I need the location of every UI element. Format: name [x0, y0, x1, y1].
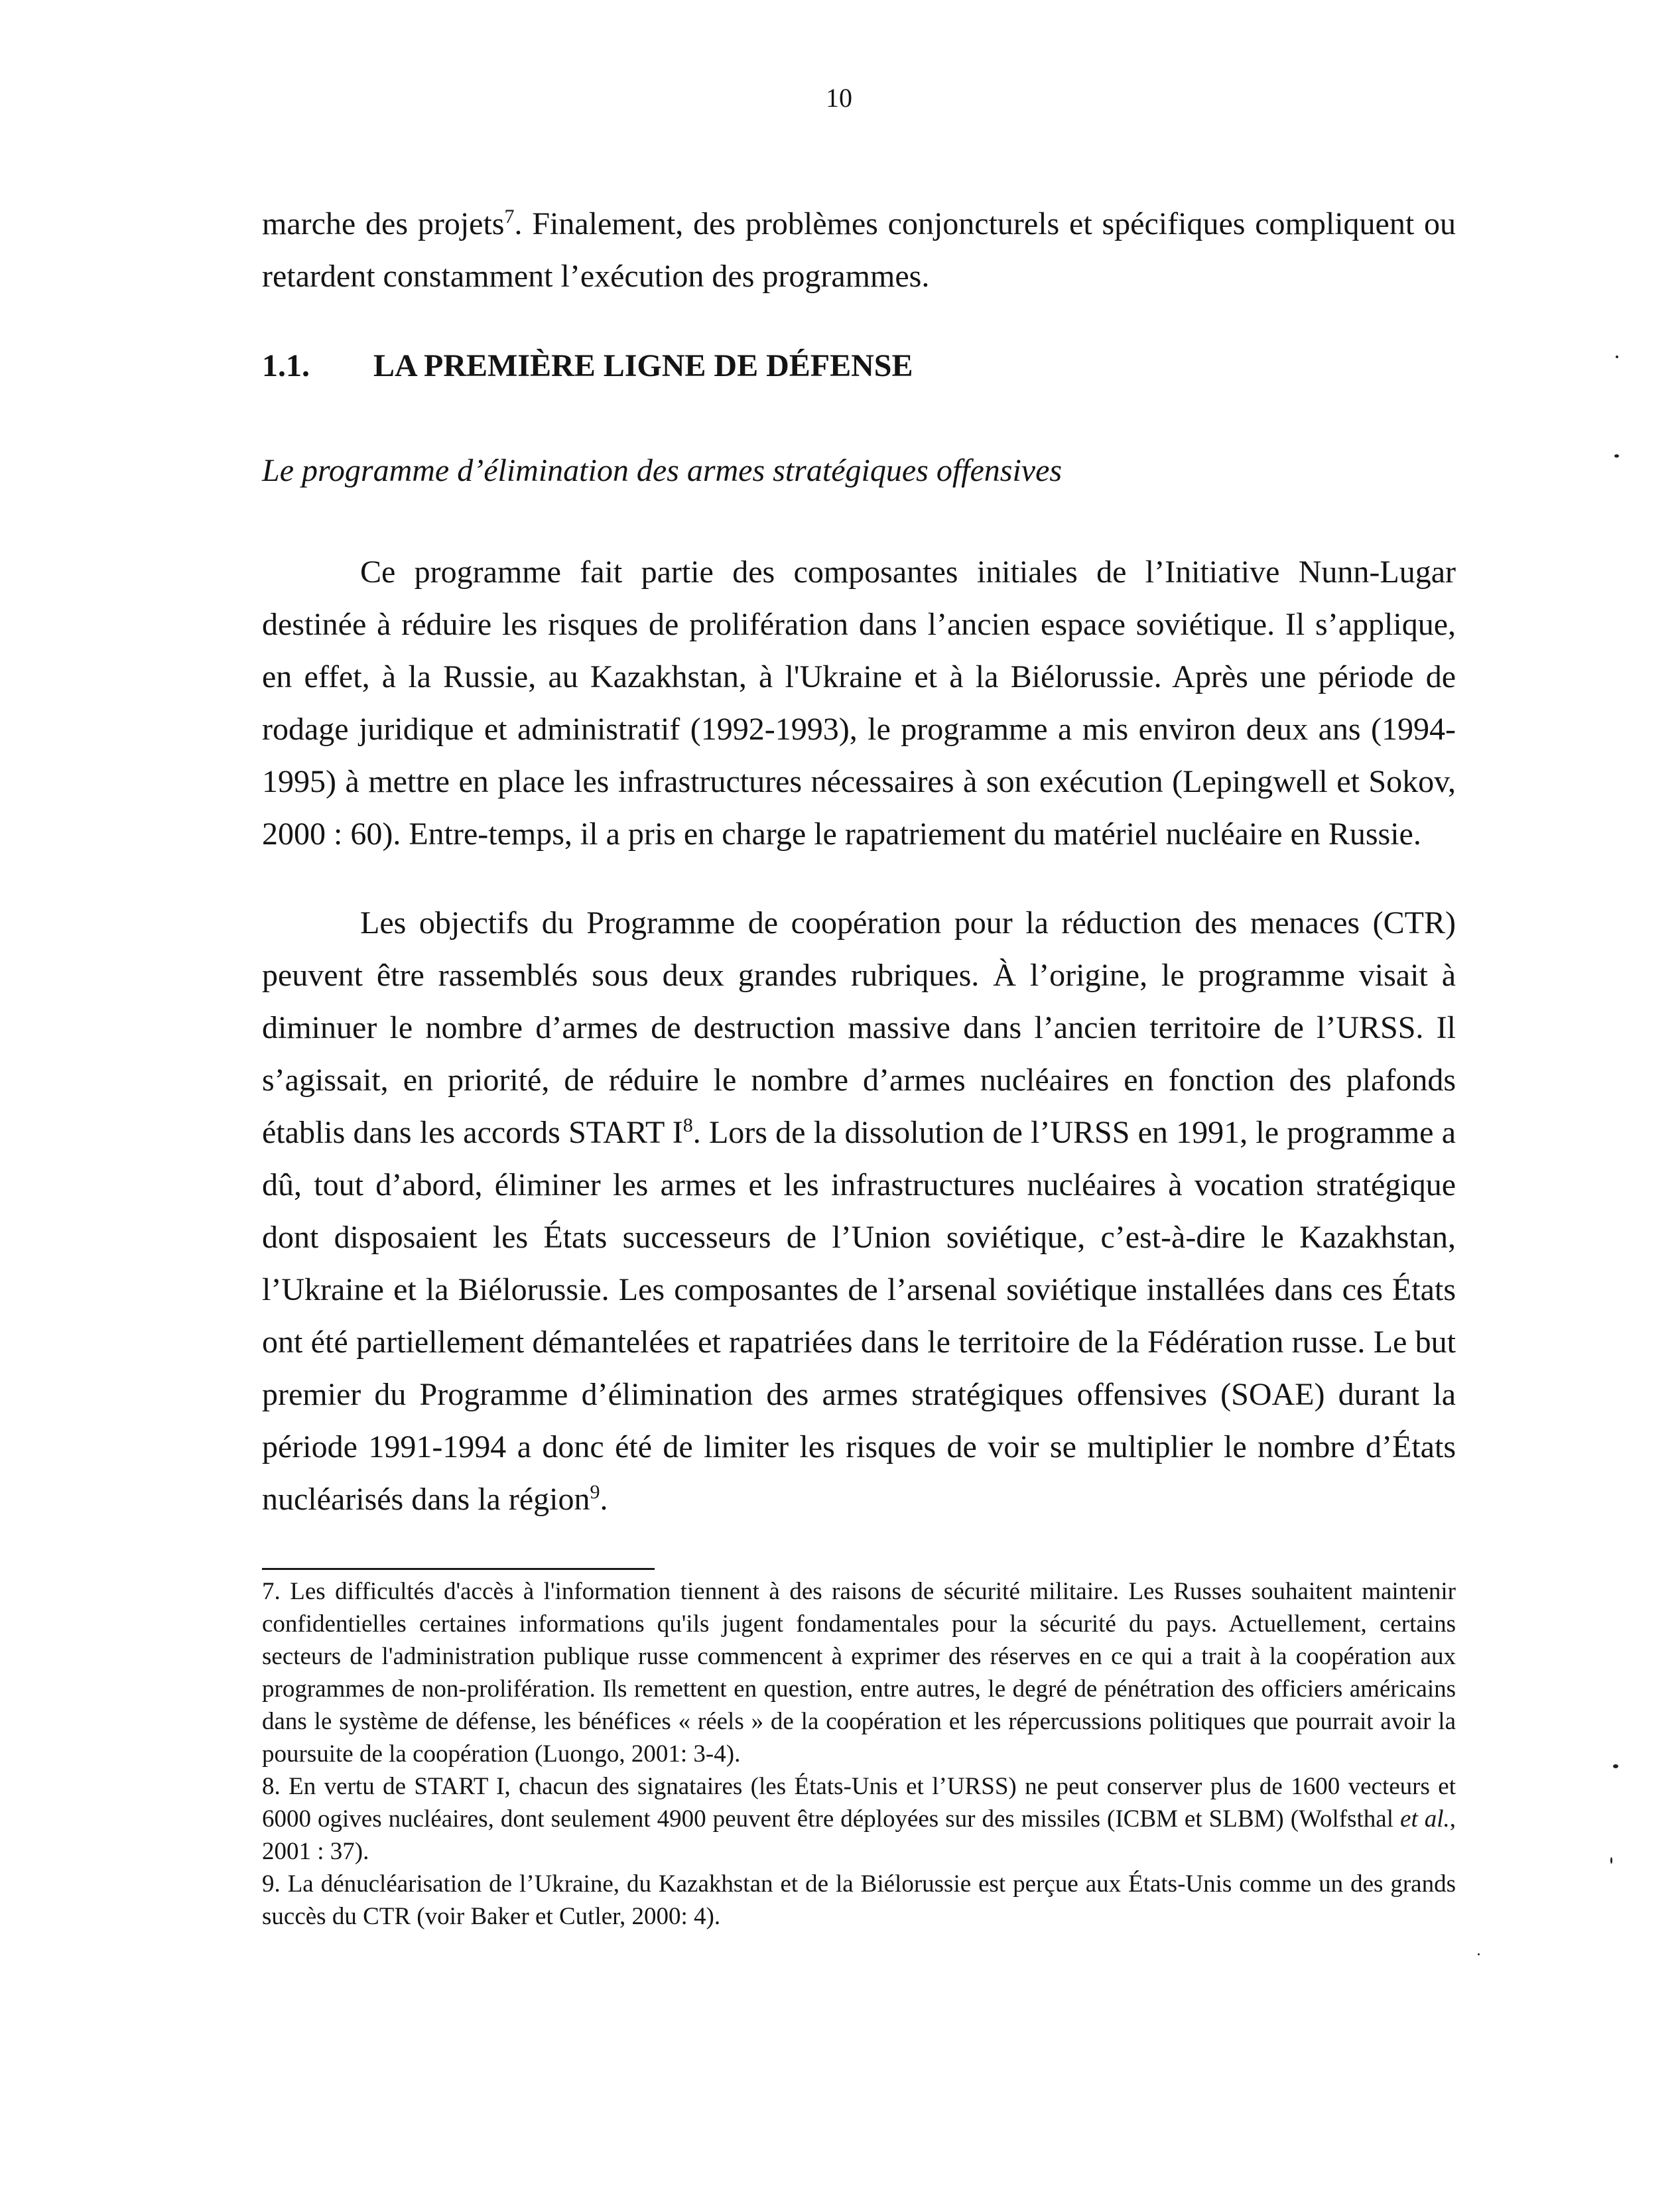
footnote-separator [262, 1568, 655, 1570]
footnote-8-text-end: , 2001 : 37). [262, 1805, 1456, 1865]
scan-speck [1478, 1953, 1480, 1955]
paragraph-1-text: Ce programme fait partie des composantes initiales de l’Initiative Nunn-Lugar destinée à réduire les risques de prolifération dans l’ancien espace soviétique. Il s’applique, en effet, à la Russie, au Kazakhstan, à l'Ukraine et à la Biélorussie. Après une période de rodage juridique et administratif (1992-1993), le programme a mis environ deux ans (1994-1995) à mettre en place les infrastructures nécessaires à son exécution (Lepingwell et Sokov, 2000 : 60). Entre-temps, il a pris en charge le rapatriement du matériel nucléaire en Russie. [262, 554, 1456, 852]
footnote-8 [262, 1770, 1456, 1868]
paragraph-2-part-2: . Lors de la dissolution de l’URSS en 1991, le programme a dû, tout d’abord, éliminer les armes et les infrastructures nucléaires à vocation stratégique dont disposaient les États successeurs de l’Union soviétique, c’est-à-dire le Kazakhstan, l’Ukraine et la Biélorussie. Les composantes de l’arsenal soviétique installées dans ces États ont été partiellement démantelées et rapatriées dans le territoire de la Fédération russe. Le but premier du Programme d’élimination des armes stratégiques offensives (SOAE) durant la période 1991-1994 a donc été de limiter les risques de voir se multiplier le nombre d’États nucléarisés dans la région [262, 1115, 1456, 1517]
section-heading [262, 350, 913, 382]
paragraph-2-part-1: Les objectifs du Programme de coopération pour la réduction des menaces (CTR) peuvent être rassemblés sous deux grandes rubriques. À l’origine, le programme visait à diminuer le nombre d’armes de destruction massive dans l’ancien territoire de l’URSS. Il s’agissait, en priorité, de réduire le nombre d’armes nucléaires en fonction des plafonds établis dans les accords START I [262, 905, 1456, 1150]
intro-paragraph [262, 198, 1456, 302]
section-subtitle: Le programme d’élimination des armes stratégiques offensives [262, 453, 1063, 488]
footnote-8-italic: et al. [1400, 1805, 1450, 1833]
scan-speck [1614, 454, 1619, 458]
page-number: 10 [826, 83, 852, 113]
body-paragraph-2 [262, 897, 1456, 1526]
footnote-ref-8: 8 [682, 1114, 693, 1136]
footnote-8-text-start: 8. En vertu de START I, chacun des signataires (les États-Unis et l’URSS) ne peut conserver plus de 1600 vecteurs et 6000 ogives nucléaires, dont seulement 4900 peuvent être déployées sur des missiles (ICBM et SLBM) (Wolfsthal [262, 1773, 1456, 1833]
scan-speck [1610, 1857, 1612, 1864]
footnote-ref-9: 9 [590, 1481, 600, 1503]
footnotes [262, 1575, 1456, 1933]
scan-speck [1613, 1764, 1618, 1768]
footnote-ref-7: 7 [504, 206, 515, 227]
scan-speck [1616, 356, 1618, 358]
paragraph-2-part-3: . [600, 1482, 608, 1517]
intro-text-start: marche des projets [262, 206, 505, 241]
intro-text-end: . Finalement, des problèmes conjoncturels et spécifiques compliquent ou retardent constamment l’exécution des programmes. [262, 206, 1456, 294]
footnote-7: 7. Les difficultés d'accès à l'information tiennent à des raisons de sécurité militaire. Les Russes souhaitent maintenir confidentielles certaines informations qu'ils jugent fondamentales pour la sécurité du pays. Actuellement, certains secteurs de l'administration publique russe commencent à exprimer des réserves en ce qui a trait à la coopération aux programmes de non-prolifération. Ils remettent en question, entre autres, le degré de pénétration des officiers américains dans le système de défense, les bénéfices « réels » de la coopération et les répercussions politiques que pourrait avoir la poursuite de la coopération (Luongo, 2001: 3-4). [262, 1578, 1456, 1768]
footnote-9: 9. La dénucléarisation de l’Ukraine, du Kazakhstan et de la Biélorussie est perçue aux États-Unis comme un des grands succès du CTR (voir Baker et Cutler, 2000: 4). [262, 1870, 1456, 1930]
body-paragraph-1 [262, 546, 1456, 860]
section-number: 1.1. [262, 348, 310, 383]
section-title: LA PREMIÈRE LIGNE DE DÉFENSE [373, 348, 913, 383]
